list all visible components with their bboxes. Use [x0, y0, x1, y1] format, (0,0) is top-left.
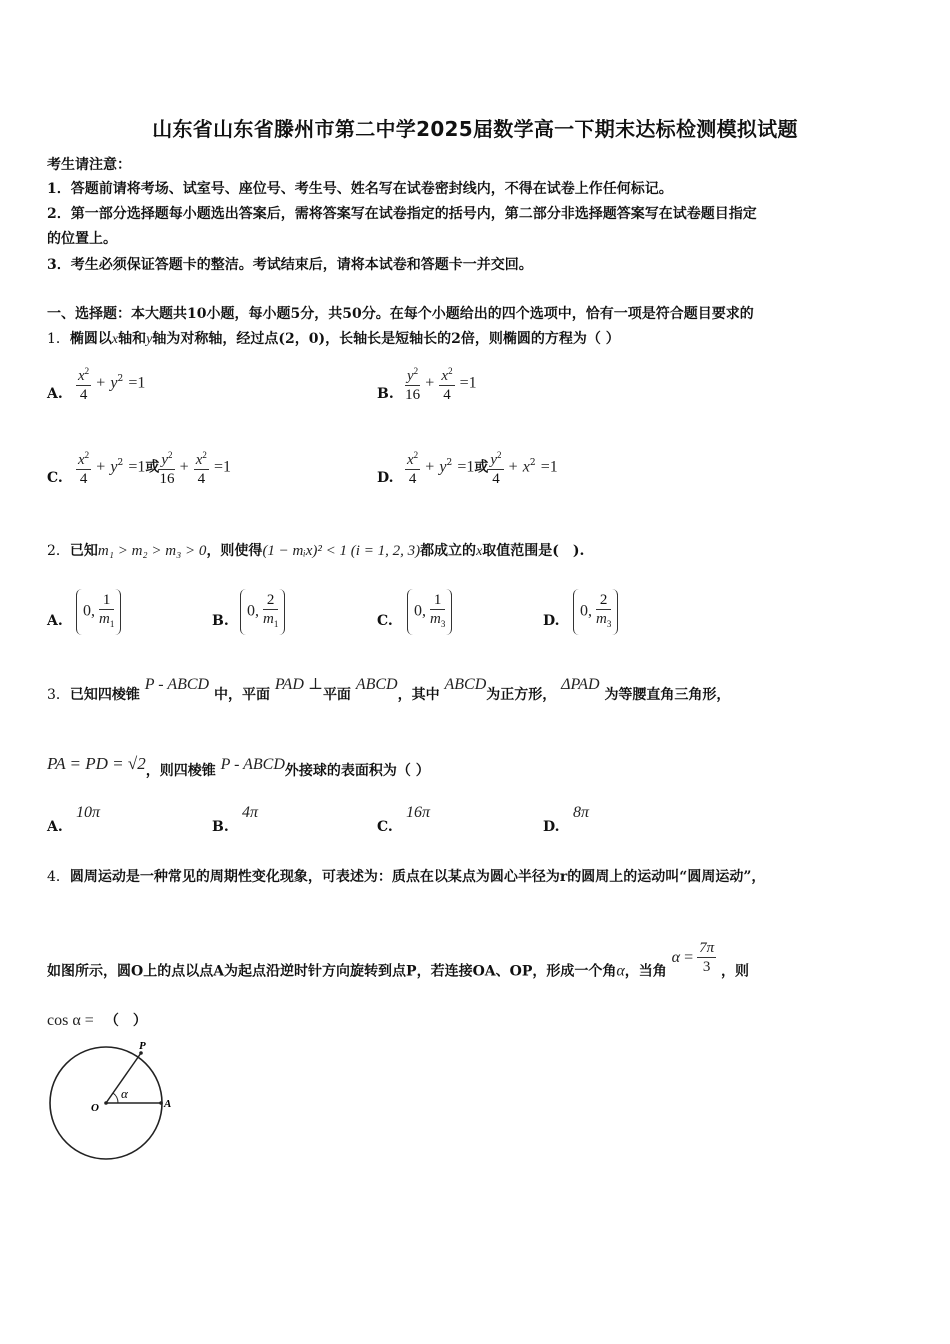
notice-item: 1．答题前请将考场、试室号、座位号、考生号、姓名写在试卷密封线内，不得在试卷上作任何标记。 [47, 181, 673, 197]
option-label-b: B. [212, 819, 229, 835]
option-label-a: A. [47, 819, 63, 835]
question-4-answer-line: cos α = （ ） [47, 1012, 147, 1029]
q3-option-b-value: 4π [242, 804, 259, 821]
label-p: P [139, 1040, 146, 1052]
option-label-a: A. [47, 613, 63, 629]
question-1-stem: 1．椭圆以x轴和y轴为对称轴，经过点(2，0)，长轴长是短轴长的2倍，则椭圆的方程为（ ） [47, 331, 620, 347]
q1-option-a-formula: $\frac{x^2}{4}$ + $y^2 =1$ [76, 362, 145, 404]
q2-option-b-interval: 0, $\frac{2}{m_1}$ [240, 589, 285, 635]
question-4-stem-line1: 4．圆周运动是一种常见的周期性变化现象，可表述为：质点在以某点为圆心半径为r的圆周上的运动叫“圆周运动”， [47, 869, 766, 885]
q2-option-d-interval: 0, $\frac{2}{m_3}$ [573, 589, 618, 635]
q3-option-d-value: 8π [573, 804, 590, 821]
q1-option-b-formula: $\frac{y^2}{16}$ + $\frac{x^2}{4}$ =1 [405, 362, 477, 404]
notice-item: 的位置上。 [47, 231, 117, 247]
option-label-d: D. [543, 819, 560, 835]
notice-item: 2．第一部分选择题每小题选出答案后，需将答案写在试卷指定的括号内，第二部分非选择题答案写在试卷题目指定 [47, 206, 757, 222]
q2-option-a-interval: 0, $\frac{1}{m_1}$ [76, 589, 121, 635]
option-label-c: C. [377, 819, 393, 835]
question-number: 1． [47, 331, 70, 347]
section-header: 一、选择题：本大题共10小题，每小题5分，共50分。在每个小题给出的四个选项中，恰有一项是符合题目要求的 [47, 306, 754, 322]
question-3-stem-line1: 3．已知四棱锥 P - ABCD 中，平面 PAD ⊥平面 ABCD，其中 ABCD为正方形， ΔPAD 为等腰直角三角形， [47, 676, 731, 703]
question-4-stem-line2: 如图所示，圆O上的点以点A为起点沿逆时针方向旋转到点P，若连接OA、OP，形成一个角α，当角 α = $\frac{7\pi}{3}$ ，则 [47, 940, 749, 980]
option-label-b: B. [212, 613, 229, 629]
q3-option-c-value: 16π [406, 804, 431, 821]
q1-option-d-formula: $\frac{x^2}{4}$ + $y^2 =1$或 $\frac{y^2}{4}$ + $x^2 =1$ [405, 446, 558, 488]
notice-item: 3．考生必须保证答题卡的整洁。考试结束后，请将本试卷和答题卡一并交回。 [47, 257, 533, 273]
option-label-d: D. [377, 470, 394, 486]
question-2-stem: 2．已知m₁ > m₂ > m₃ > 0，则使得(1 − mᵢx)² < 1 (i = 1, 2, 3)都成立的x取值范围是( ). [47, 543, 585, 559]
angle-arc [113, 1093, 118, 1103]
page-title: 山东省山东省滕州市第二中学2025届数学高一下期末达标检测模拟试题 [152, 117, 798, 141]
q1-option-c-formula: $\frac{x^2}{4}$ + $y^2 =1$或 $\frac{y^2}{16}$ + $\frac{x^2}{4}$ =1 [76, 446, 231, 488]
option-label-a: A. [47, 386, 63, 402]
label-a: A [164, 1098, 172, 1110]
q3-option-a-value: 10π [76, 804, 101, 821]
question-3-stem-line2: PA = PD = √2，则四棱锥 P - ABCD外接球的表面积为（ ） [47, 754, 430, 779]
option-label-c: C. [47, 470, 63, 486]
point-a [159, 1101, 163, 1105]
option-label-c: C. [377, 613, 393, 629]
option-label-b: B. [377, 386, 394, 402]
option-label-d: D. [543, 613, 560, 629]
notice-heading: 考生请注意： [47, 157, 131, 173]
point-o [104, 1101, 108, 1105]
q2-option-c-interval: 0, $\frac{1}{m_3}$ [407, 589, 452, 635]
circle-figure [40, 1036, 190, 1166]
label-alpha: α [121, 1086, 128, 1101]
label-o: O [91, 1102, 99, 1114]
